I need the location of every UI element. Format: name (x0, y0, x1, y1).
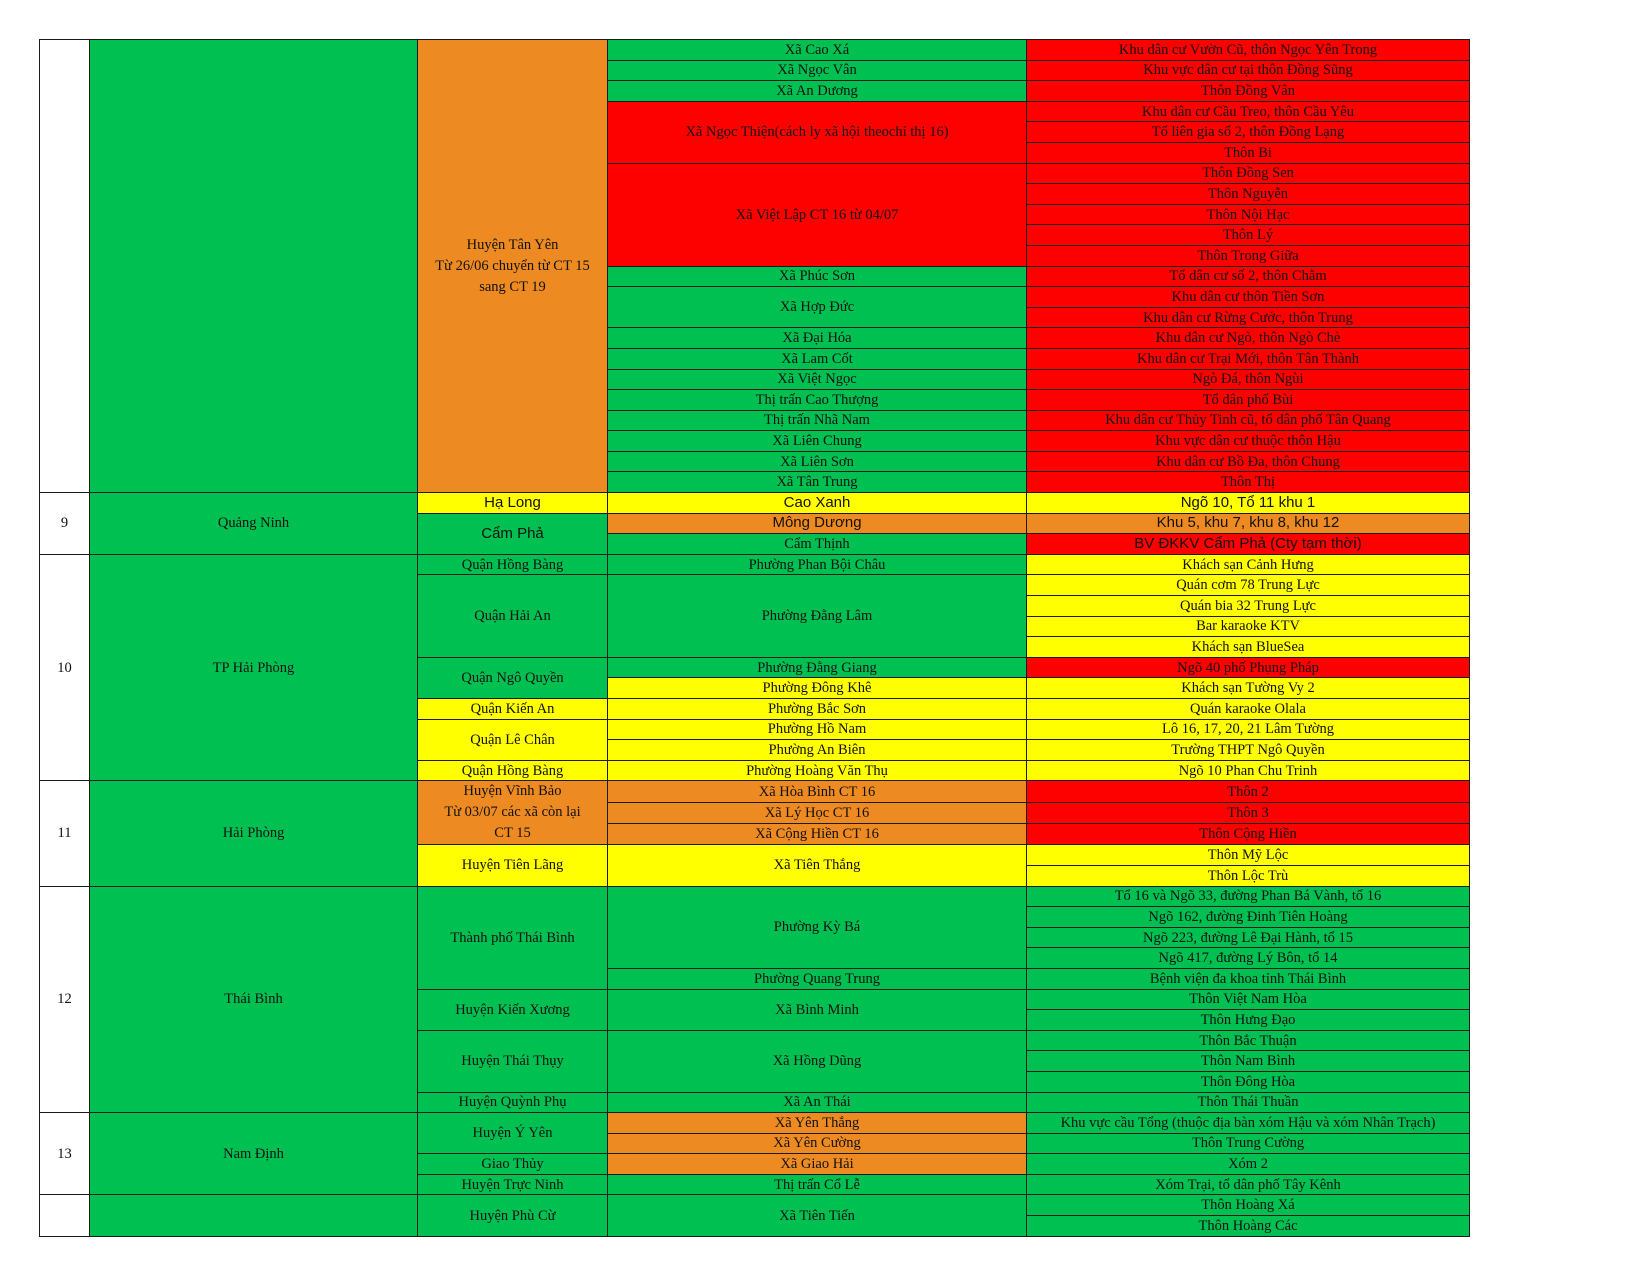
location-cell[interactable]: Thôn Đồng Sen (1027, 163, 1470, 184)
commune-cell[interactable]: Phường Phan Bội Châu (608, 554, 1027, 575)
table-row (40, 886, 1470, 907)
province-cell[interactable]: Quảng Ninh (90, 493, 418, 555)
commune-cell[interactable]: Phường Bắc Sơn (608, 699, 1027, 720)
commune-cell[interactable]: Xã Giao Hải (608, 1154, 1027, 1175)
commune-cell[interactable]: Xã Lý Học CT 16 (608, 802, 1027, 823)
location-cell[interactable]: Thôn Trung Cường (1027, 1133, 1470, 1154)
stt-cell[interactable] (40, 40, 90, 493)
location-cell[interactable]: Thôn Mỹ Lộc (1027, 845, 1470, 866)
location-cell[interactable]: Tổ dân cư số 2, thôn Chằm (1027, 266, 1470, 287)
commune-cell[interactable]: Phường Đông Khê (608, 678, 1027, 699)
stt-cell[interactable]: 13 (40, 1113, 90, 1195)
district-cell[interactable]: Huyện Trực Ninh (418, 1174, 608, 1195)
stt-cell[interactable]: 11 (40, 781, 90, 886)
commune-cell[interactable]: Xã Lam Cốt (608, 348, 1027, 369)
district-cell[interactable]: Huyện Quỳnh Phụ (418, 1092, 608, 1113)
location-cell[interactable]: Thôn Lý (1027, 225, 1470, 246)
commune-cell[interactable]: Xã Phúc Sơn (608, 266, 1027, 287)
commune-cell[interactable]: Xã Đại Hóa (608, 328, 1027, 349)
commune-cell[interactable]: Xã Yên Thắng (608, 1113, 1027, 1134)
location-cell[interactable]: Khu vực dân cư thuộc thôn Hậu (1027, 431, 1470, 452)
commune-cell[interactable]: Xã Hòa Bình CT 16 (608, 781, 1027, 802)
commune-cell[interactable]: Thị trấn Cổ Lễ (608, 1174, 1027, 1195)
commune-cell[interactable]: Xã Việt Lập CT 16 từ 04/07 (608, 163, 1027, 266)
commune-cell[interactable]: Xã Cộng Hiền CT 16 (608, 824, 1027, 845)
commune-cell[interactable]: Xã Cao Xá (608, 40, 1027, 61)
location-cell[interactable]: Quán cơm 78 Trung Lực (1027, 575, 1470, 596)
location-cell[interactable]: Khách sạn Tường Vy 2 (1027, 678, 1470, 699)
commune-cell[interactable]: Thị trấn Nhã Nam (608, 410, 1027, 431)
table-body (40, 40, 1470, 1237)
location-cell[interactable]: Ngõ 162, đường Đinh Tiên Hoàng (1027, 907, 1470, 928)
commune-cell[interactable]: Phường Đằng Giang (608, 657, 1027, 678)
location-cell[interactable]: Thôn Lộc Trù (1027, 865, 1470, 886)
location-cell[interactable]: Ngõ 417, đường Lý Bôn, tổ 14 (1027, 948, 1470, 969)
commune-cell[interactable]: Phường Kỳ Bá (608, 886, 1027, 968)
table-row (40, 1195, 1470, 1216)
location-cell[interactable]: Ngò Đá, thôn Ngùi (1027, 369, 1470, 390)
commune-cell[interactable]: Xã An Dương (608, 81, 1027, 102)
location-cell[interactable]: Thôn Thị (1027, 472, 1470, 493)
location-cell[interactable]: Lô 16, 17, 20, 21 Lâm Tường (1027, 719, 1470, 740)
district-cell[interactable]: Giao Thủy (418, 1154, 608, 1175)
location-cell[interactable]: Bệnh viện đa khoa tỉnh Thái Bình (1027, 968, 1470, 989)
location-cell[interactable]: Bar karaoke KTV (1027, 616, 1470, 637)
district-cell[interactable]: Huyện Phù Cừ (418, 1195, 608, 1236)
location-cell[interactable]: Khu dân cư thôn Tiền Sơn (1027, 287, 1470, 308)
commune-cell[interactable]: Mông Dương (608, 513, 1027, 534)
province-cell[interactable] (90, 1195, 418, 1236)
location-cell[interactable]: Khu dân cư Cầu Treo, thôn Cầu Yêu (1027, 101, 1470, 122)
location-cell[interactable]: Ngõ 10 Phan Chu Trinh (1027, 760, 1470, 781)
province-cell[interactable]: Thái Bình (90, 886, 418, 1113)
location-cell[interactable]: Khu dân cư Rừng Cước, thôn Trung (1027, 307, 1470, 328)
location-cell[interactable]: Khu vực dân cư tại thôn Đồng Sũng (1027, 60, 1470, 81)
location-cell[interactable]: Quán karaoke Olala (1027, 699, 1470, 720)
location-cell[interactable]: Khu dân cư Trại Mới, thôn Tân Thành (1027, 348, 1470, 369)
location-cell[interactable]: Xóm 2 (1027, 1154, 1470, 1175)
commune-cell[interactable]: Thị trấn Cao Thượng (608, 390, 1027, 411)
district-cell[interactable]: Quận Hồng Bàng (418, 760, 608, 781)
commune-cell[interactable]: Xã Ngọc Thiện(cách ly xã hội theochỉ thị 16) (608, 101, 1027, 163)
location-cell[interactable]: Ngõ 10, Tổ 11 khu 1 (1027, 493, 1470, 514)
stt-cell[interactable]: 9 (40, 493, 90, 555)
district-cell[interactable]: Huyện Kiến Xương (418, 989, 608, 1030)
commune-cell[interactable]: Phường Hồ Nam (608, 719, 1027, 740)
commune-cell[interactable]: Xã Ngọc Vân (608, 60, 1027, 81)
location-cell[interactable]: Thôn Trong Giữa (1027, 245, 1470, 266)
stt-cell[interactable]: 10 (40, 554, 90, 781)
commune-cell[interactable]: Phường An Biên (608, 740, 1027, 761)
district-cell[interactable]: Huyện Tân Yên Từ 26/06 chuyển từ CT 15 sang CT 19 (418, 40, 608, 493)
location-cell[interactable]: Khu dân cư Vườn Cũ, thôn Ngọc Yên Trong (1027, 40, 1470, 61)
location-cell[interactable]: Khu vực cầu Tổng (thuộc địa bàn xóm Hậu và xóm Nhân Trạch) (1027, 1113, 1470, 1134)
location-cell[interactable]: Khu 5, khu 7, khu 8, khu 12 (1027, 513, 1470, 534)
location-cell[interactable]: Xóm Trại, tổ dân phố Tây Kênh (1027, 1174, 1470, 1195)
location-cell[interactable]: Thôn Nguyễn (1027, 184, 1470, 205)
location-cell[interactable]: Khu dân cư Bồ Đa, thôn Chung (1027, 451, 1470, 472)
location-cell[interactable]: Thôn Nội Hạc (1027, 204, 1470, 225)
location-cell[interactable]: Quán bia 32 Trung Lực (1027, 596, 1470, 617)
commune-cell[interactable]: Xã Việt Ngọc (608, 369, 1027, 390)
location-cell[interactable]: Tổ 16 và Ngõ 33, đường Phan Bá Vành, tổ 16 (1027, 886, 1470, 907)
location-cell[interactable]: Ngõ 40 phố Phụng Pháp (1027, 657, 1470, 678)
commune-cell[interactable]: Xã Hợp Đức (608, 287, 1027, 328)
commune-cell[interactable]: Xã Tân Trung (608, 472, 1027, 493)
table-row (40, 493, 1470, 514)
spreadsheet-table (39, 39, 1470, 1237)
location-cell[interactable]: Thôn Bi (1027, 142, 1470, 163)
commune-cell[interactable]: Xã Liên Chung (608, 431, 1027, 452)
stt-cell[interactable]: 12 (40, 886, 90, 1113)
location-cell[interactable]: Thôn 2 (1027, 781, 1470, 802)
location-cell[interactable]: Khu dân cư Ngò, thôn Ngò Chè (1027, 328, 1470, 349)
district-cell[interactable]: Thành phố Thái Bình (418, 886, 608, 989)
table-row (40, 1113, 1470, 1134)
location-cell[interactable]: Thôn Việt Nam Hòa (1027, 989, 1470, 1010)
table-row (40, 40, 1470, 61)
district-cell[interactable]: Cẩm Phả (418, 513, 608, 554)
location-cell[interactable]: Thôn Bắc Thuận (1027, 1030, 1470, 1051)
commune-cell[interactable]: Phường Đằng Lâm (608, 575, 1027, 657)
district-cell[interactable]: Quận Kiến An (418, 699, 608, 720)
province-cell[interactable]: Nam Định (90, 1113, 418, 1195)
commune-cell[interactable]: Phường Quang Trung (608, 968, 1027, 989)
location-cell[interactable]: Thôn Hoàng Các (1027, 1216, 1470, 1237)
location-cell[interactable]: Trường THPT Ngô Quyền (1027, 740, 1470, 761)
district-cell[interactable]: Quận Ngô Quyền (418, 657, 608, 698)
location-cell[interactable]: Khu dân cư Thủy Tinh cũ, tổ dân phố Tân Quang (1027, 410, 1470, 431)
district-cell[interactable]: Quận Lê Chân (418, 719, 608, 760)
location-cell[interactable]: Tổ liên gia số 2, thôn Đồng Lạng (1027, 122, 1470, 143)
location-cell[interactable]: Khách sạn BlueSea (1027, 637, 1470, 658)
commune-cell[interactable]: Xã Tiên Tiến (608, 1195, 1027, 1236)
location-cell[interactable]: Khách sạn Cảnh Hưng (1027, 554, 1470, 575)
district-cell[interactable]: Huyện Tiên Lãng (418, 845, 608, 886)
location-cell[interactable]: Thôn Đồng Vân (1027, 81, 1470, 102)
province-cell[interactable]: Hải Phòng (90, 781, 418, 886)
province-cell[interactable] (90, 40, 418, 493)
district-cell[interactable]: Quận Hải An (418, 575, 608, 657)
location-cell[interactable]: Thôn 3 (1027, 802, 1470, 823)
district-cell[interactable]: Huyện Vĩnh Bảo Từ 03/07 các xã còn lại CT 15 (418, 781, 608, 845)
commune-cell[interactable]: Xã Tiên Thắng (608, 845, 1027, 886)
table-row (40, 554, 1470, 575)
province-cell[interactable]: TP Hải Phòng (90, 554, 418, 781)
district-cell[interactable]: Huyện Thái Thụy (418, 1030, 608, 1092)
location-cell[interactable]: Ngõ 223, đường Lê Đại Hành, tổ 15 (1027, 927, 1470, 948)
commune-cell[interactable]: Xã Yên Cường (608, 1133, 1027, 1154)
location-cell[interactable]: BV ĐKKV Cẩm Phả (Cty tạm thời) (1027, 534, 1470, 555)
location-cell[interactable]: Thôn Đông Hòa (1027, 1071, 1470, 1092)
commune-cell[interactable]: Xã Bình Minh (608, 989, 1027, 1030)
commune-cell[interactable]: Cao Xanh (608, 493, 1027, 514)
district-cell[interactable]: Huyện Ý Yên (418, 1113, 608, 1154)
location-cell[interactable]: Tổ dân phố Bùi (1027, 390, 1470, 411)
location-cell[interactable]: Thôn Thái Thuần (1027, 1092, 1470, 1113)
table-row (40, 781, 1470, 802)
district-cell[interactable]: Quận Hồng Bàng (418, 554, 608, 575)
commune-cell[interactable]: Xã Hồng Dũng (608, 1030, 1027, 1092)
commune-cell[interactable]: Phường Hoàng Văn Thụ (608, 760, 1027, 781)
location-cell[interactable]: Thôn Hưng Đạo (1027, 1010, 1470, 1031)
commune-cell[interactable]: Xã An Thái (608, 1092, 1027, 1113)
location-cell[interactable]: Thôn Cộng Hiền (1027, 824, 1470, 845)
stt-cell[interactable] (40, 1195, 90, 1236)
location-cell[interactable]: Thôn Nam Bình (1027, 1051, 1470, 1072)
location-cell[interactable]: Thôn Hoàng Xá (1027, 1195, 1470, 1216)
commune-cell[interactable]: Cẩm Thịnh (608, 534, 1027, 555)
commune-cell[interactable]: Xã Liên Sơn (608, 451, 1027, 472)
district-cell[interactable]: Hạ Long (418, 493, 608, 514)
